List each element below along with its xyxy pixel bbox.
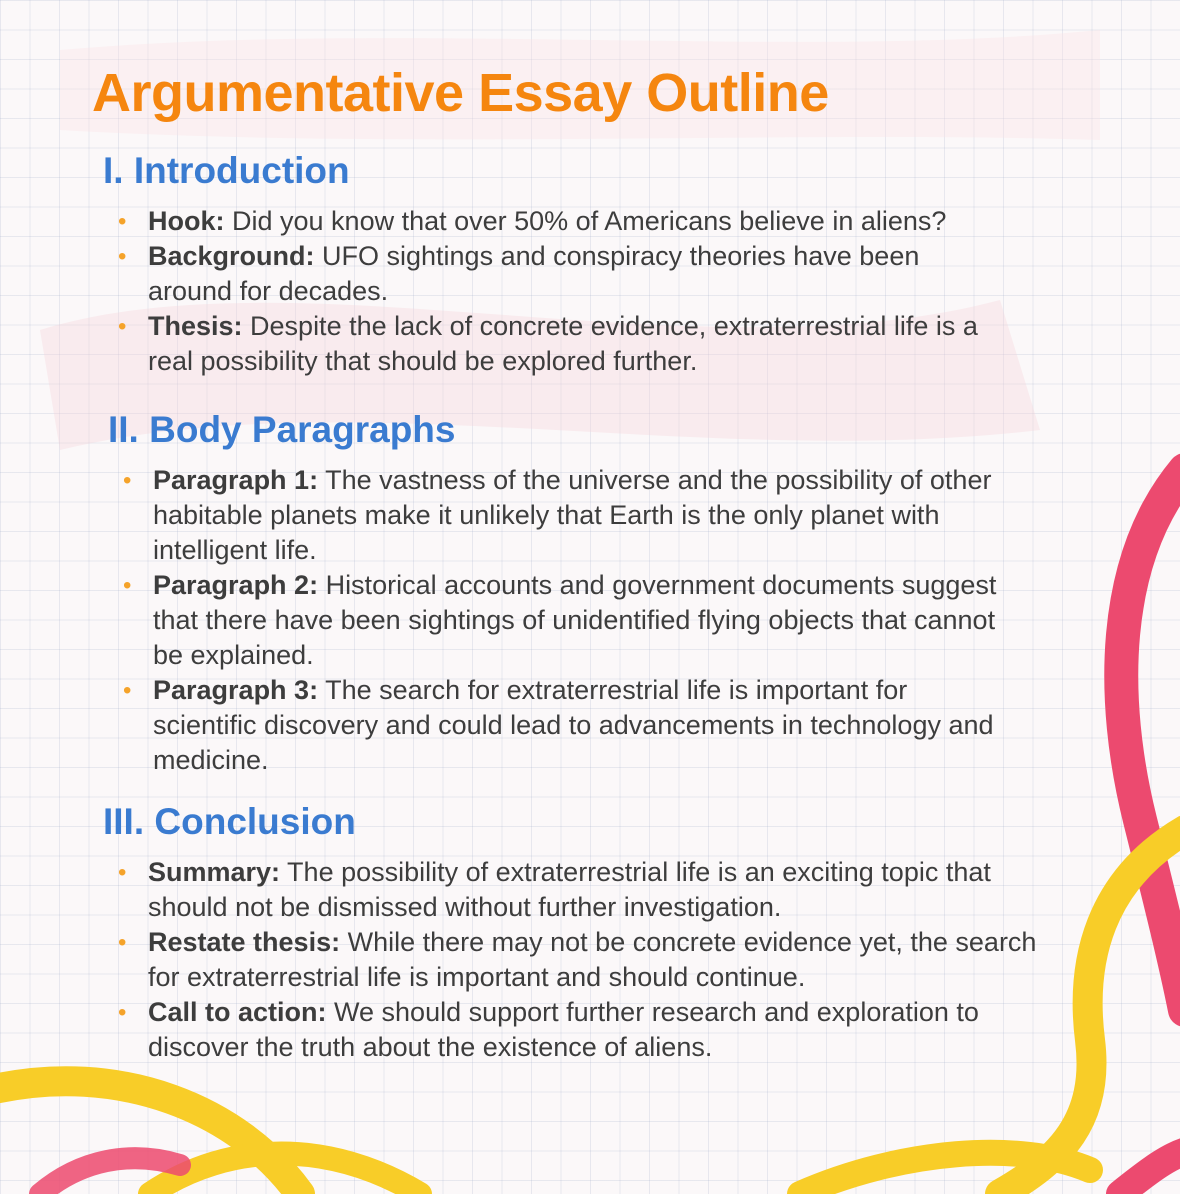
item-label: Background: (148, 241, 315, 271)
item-label: Paragraph 1: (153, 465, 319, 495)
list-item (118, 995, 1028, 1065)
bullet-icon: • (123, 677, 132, 704)
section-heading-body-paragraphs: II. Body Paragraphs (108, 409, 456, 450)
introduction-list (118, 204, 1018, 379)
list-item (118, 204, 1018, 239)
item-text: The search for extraterrestrial life is important for scientific discovery and could lead to advancements in technology and medicine. (153, 675, 994, 775)
list-item (118, 925, 1048, 995)
bullet-icon: • (123, 572, 132, 599)
bullet-icon: • (118, 208, 127, 235)
item-label: Paragraph 3: (153, 675, 319, 705)
item-text: Historical accounts and government documents suggest that there have been sightings of unidentified flying objects that cannot be explained. (153, 570, 997, 670)
list-item (123, 673, 1013, 778)
item-label: Call to action: (148, 997, 327, 1027)
item-text: Despite the lack of concrete evidence, extraterrestrial life is a real possibility that should be explored further. (148, 311, 978, 376)
page-title: Argumentative Essay Outline (92, 63, 829, 123)
section-heading-introduction: I. Introduction (103, 150, 350, 191)
item-text: Did you know that over 50% of Americans believe in aliens? (224, 206, 947, 236)
item-label: Restate thesis: (148, 927, 341, 957)
bullet-icon: • (118, 859, 127, 886)
list-item (118, 855, 1028, 925)
list-item (123, 568, 1013, 673)
section-heading-conclusion: III. Conclusion (103, 801, 356, 842)
bullet-icon: • (123, 467, 132, 494)
conclusion-list (118, 855, 1037, 1065)
item-text: The vastness of the universe and the possibility of other habitable planets make it unlikely that Earth is the only planet with intelligent life. (153, 465, 992, 565)
bullet-icon: • (118, 929, 127, 956)
bullet-icon: • (118, 243, 127, 270)
list-item (118, 309, 1028, 379)
item-text: While there may not be concrete evidence yet, the search for extraterrestrial life is important and should continue. (148, 927, 1037, 992)
item-label: Summary: (148, 857, 281, 887)
item-label: Hook: (148, 206, 225, 236)
body-paragraphs-list (123, 463, 1023, 778)
bullet-icon: • (118, 313, 127, 340)
list-item (118, 239, 988, 309)
item-label: Paragraph 2: (153, 570, 319, 600)
item-label: Thesis: (148, 311, 243, 341)
item-text: The possibility of extraterrestrial life is an exciting topic that should not be dismissed without further investigation. (148, 857, 991, 922)
list-item (123, 463, 1013, 568)
bullet-icon: • (118, 999, 127, 1026)
item-text: We should support further research and exploration to discover the truth about the existence of aliens. (148, 997, 979, 1062)
item-text: UFO sightings and conspiracy theories have been around for decades. (148, 241, 920, 306)
